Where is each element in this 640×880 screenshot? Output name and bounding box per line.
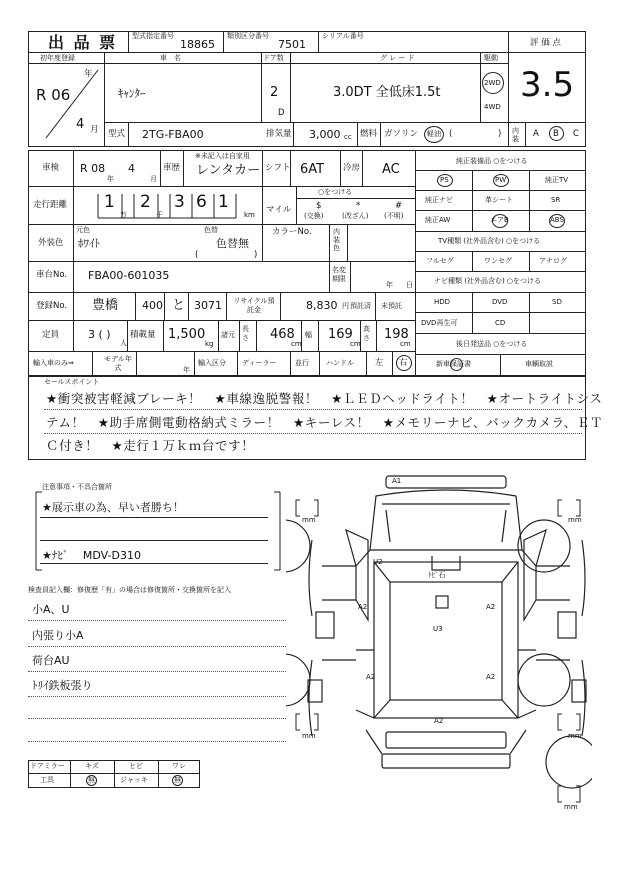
legend-header: ヒビ bbox=[129, 762, 143, 770]
hyoka-label: 評 価 点 bbox=[530, 38, 561, 48]
dims-label: 諸元 bbox=[221, 331, 235, 339]
navi-item: DVD bbox=[492, 298, 508, 306]
disp-value: 3,000 bbox=[309, 128, 341, 141]
disp-label: 排気量 bbox=[266, 129, 292, 139]
chassis-label: 車台No. bbox=[36, 270, 68, 280]
load-label: 積載量 bbox=[130, 330, 156, 340]
first-reg-year: R 06 bbox=[36, 86, 71, 104]
usage-label: 車歴 bbox=[163, 163, 181, 173]
eq-item: エアB bbox=[490, 216, 509, 224]
ruibetsu-value: 7501 bbox=[278, 38, 306, 51]
legend-header: キズ bbox=[85, 762, 99, 770]
color-change-close: ) bbox=[254, 250, 258, 260]
usage-value: レンタカー bbox=[196, 163, 261, 178]
inspector-line: 小A、U bbox=[32, 603, 70, 616]
meter-sub: (改ざん) bbox=[342, 212, 369, 220]
tv-item: フルセグ bbox=[426, 257, 454, 265]
capacity-value: 3 ( ) bbox=[88, 328, 111, 341]
fuel-label: 燃料 bbox=[360, 129, 378, 139]
legend-cell: ジャッキ bbox=[120, 776, 148, 784]
damage-label: A2 bbox=[486, 673, 496, 681]
int-color-label: 内装色 bbox=[333, 228, 340, 252]
notes-label: 注意事項・不具合箇所 bbox=[42, 483, 112, 491]
navi-item: HDD bbox=[434, 298, 451, 306]
mileage-unit: 千 bbox=[156, 211, 163, 219]
handle-label: ハンドル bbox=[326, 359, 354, 367]
sales-label: セールスポイント bbox=[44, 378, 100, 386]
mileage-digit: 6 bbox=[196, 192, 207, 212]
legend-header: ドアミラー bbox=[30, 762, 65, 770]
car-name: ｷｬﾝﾀｰ bbox=[118, 87, 146, 100]
eq-item: PW bbox=[495, 176, 507, 184]
meihen-year: 年 bbox=[386, 281, 393, 289]
mileage-digit: 1 bbox=[218, 192, 229, 212]
mileage-label: 走行距離 bbox=[33, 200, 68, 210]
color-change: 色替無 bbox=[216, 237, 249, 250]
ruibetsu-label: 類別区分番号 bbox=[227, 32, 269, 40]
color-num-label: 色替 bbox=[204, 226, 218, 234]
damage-label: U2 bbox=[373, 558, 383, 566]
doors: 2 bbox=[270, 85, 279, 100]
navi-item: SD bbox=[552, 298, 562, 306]
km-unit: km bbox=[244, 211, 255, 219]
color-orig-label: 元色 bbox=[76, 226, 90, 234]
first-reg-month-suffix: 月 bbox=[90, 125, 99, 135]
docs-title: 後日発送品 ○をつける bbox=[456, 340, 528, 348]
genuine-title: 純正装備品 ○をつける bbox=[456, 157, 528, 165]
docs-item: 車輌取説 bbox=[525, 360, 553, 368]
notes-frame bbox=[28, 480, 288, 580]
load-unit: kg bbox=[205, 340, 214, 348]
mm-unit: mm bbox=[302, 732, 316, 740]
meter-opt: # bbox=[395, 201, 403, 211]
interior-b: B bbox=[553, 129, 559, 139]
sales-line: ★衝突被害軽減ブレーキ！ ★車線逸脱警報！ ★ＬＥＤヘッドライト！ ★オートライトシス bbox=[46, 391, 603, 406]
inspector-line: ﾄﾘｲ鉄板張り bbox=[32, 679, 93, 692]
score: 3.5 bbox=[520, 65, 575, 105]
shaken-month-suffix: 月 bbox=[150, 175, 157, 183]
mm-unit: mm bbox=[568, 516, 582, 524]
chassis-value: FBA00-601035 bbox=[88, 269, 170, 282]
legend-header: ワレ bbox=[172, 762, 186, 770]
inspector-line: 荷台AU bbox=[32, 654, 70, 667]
shift-value: 6AT bbox=[300, 162, 325, 177]
eq-item: SR bbox=[551, 196, 561, 204]
legend-cell: 工具 bbox=[40, 776, 54, 784]
hgt-value: 198 bbox=[384, 327, 409, 342]
ac-label: 冷房 bbox=[343, 163, 361, 173]
eq-item: PS bbox=[440, 176, 449, 184]
mileage-unit: 万 bbox=[120, 211, 127, 219]
damage-label: ﾄﾋﾞ石 bbox=[428, 571, 446, 579]
navi-title: ナビ種類 (社外品含む) ○をつける bbox=[434, 277, 542, 285]
handle-left: 左 bbox=[375, 358, 384, 368]
len-value: 468 bbox=[270, 327, 295, 342]
drive-label: 駆動 bbox=[484, 54, 498, 62]
model-year-suffix: 年 bbox=[183, 366, 190, 374]
dealer: ディーラー bbox=[242, 359, 277, 367]
meter-sub: (不明) bbox=[384, 212, 404, 220]
sales-line: Ｃ付き！ ★走行１万ｋｍ台です！ bbox=[46, 438, 255, 453]
capacity-label: 定員 bbox=[42, 330, 60, 340]
wid-value: 169 bbox=[328, 327, 353, 342]
reg-city: 豊橋 bbox=[92, 298, 119, 313]
legend-cell: 無 bbox=[88, 776, 95, 784]
docs-item: 新車保証書 bbox=[436, 360, 471, 368]
disp-unit: cc bbox=[344, 133, 352, 141]
recycle-unpaid: 未預託 bbox=[381, 302, 402, 310]
first-reg-year-suffix: 年 bbox=[84, 69, 93, 79]
mileage-digit: 1 bbox=[104, 192, 115, 212]
interior-label: 内装 bbox=[512, 127, 519, 143]
interior-c: C bbox=[573, 129, 579, 139]
damage-label: A2 bbox=[358, 603, 368, 611]
len-unit: cm bbox=[291, 340, 302, 348]
ac-value: AC bbox=[382, 162, 400, 177]
reg-num: 3071 bbox=[194, 299, 222, 312]
notes-line-1: ★展示車の為、早い者勝ち！ bbox=[42, 501, 184, 514]
load-value: 1,500 bbox=[168, 327, 206, 342]
parallel: 並行 bbox=[295, 359, 309, 367]
first-reg-month: 4 bbox=[76, 117, 85, 132]
import-label: 輸入車のみ⇒ bbox=[33, 359, 74, 367]
mileage-digit-boxes bbox=[96, 190, 244, 220]
door-label: ドア数 bbox=[263, 54, 284, 62]
meter-sub: (交換) bbox=[304, 212, 324, 220]
eq-item: 革シート bbox=[485, 196, 513, 204]
meihen-label: 名変期限 bbox=[332, 266, 346, 283]
grade-label: グ レ ー ド bbox=[380, 54, 415, 62]
vehicle-damage-diagram bbox=[286, 470, 592, 810]
shift-label: シフト bbox=[265, 163, 291, 173]
wid-label: 幅 bbox=[305, 331, 312, 339]
color-orig: ﾎﾜｲﾄ bbox=[78, 237, 100, 250]
kata-label: 型式指定番号 bbox=[132, 32, 174, 40]
handle-right: 右 bbox=[399, 358, 408, 368]
reg-label: 登録No. bbox=[36, 301, 68, 311]
shaken-label: 車検 bbox=[42, 163, 60, 173]
color-change-open: ( bbox=[195, 250, 199, 260]
mm-unit: mm bbox=[568, 732, 582, 740]
eq-item: 純正ナビ bbox=[425, 196, 453, 204]
type-value: 2TG-FBA00 bbox=[142, 128, 204, 141]
len-label: 長さ bbox=[242, 325, 249, 342]
colorno-label: カラーNo. bbox=[272, 227, 312, 237]
sales-line: テム！ ★助手席側電動格納式ミラー！ ★キーレス！ ★メモリーナビ、バックカメラ、ＥＴ bbox=[46, 415, 604, 430]
first-reg-label: 初年度登録 bbox=[40, 54, 75, 62]
meter-note: ○をつける bbox=[318, 188, 353, 196]
legend-cell: 無 bbox=[174, 776, 181, 784]
mile-label: マイル bbox=[266, 205, 292, 215]
tv-item: ワンセグ bbox=[484, 257, 512, 265]
recycle-unit: 円 bbox=[342, 302, 349, 310]
hgt-unit: cm bbox=[400, 340, 411, 348]
damage-label: A2 bbox=[434, 717, 444, 725]
capacity-unit: 人 bbox=[120, 339, 127, 347]
navi-item: CD bbox=[495, 319, 506, 327]
drive-4wd: 4WD bbox=[484, 103, 501, 111]
interior-a: A bbox=[533, 129, 539, 139]
usage-note: ※未記入は自家用 bbox=[195, 152, 250, 160]
reg-kana: と bbox=[172, 298, 186, 313]
grade: 3.0DT 全低床1.5t bbox=[333, 85, 441, 100]
door-suffix: D bbox=[278, 108, 285, 118]
meihen-day: 日 bbox=[406, 281, 413, 289]
shaken-era: R 08 bbox=[80, 162, 106, 175]
wid-unit: cm bbox=[350, 340, 361, 348]
eq-item: ABS bbox=[550, 216, 564, 224]
hgt-label: 高さ bbox=[363, 325, 370, 342]
mileage-digit: 3 bbox=[174, 192, 185, 212]
color-label: 外装色 bbox=[38, 238, 64, 248]
damage-label: A2 bbox=[486, 603, 496, 611]
model-year-label: モデル年式 bbox=[104, 355, 132, 372]
fuel-gas: ガソリン bbox=[384, 129, 419, 139]
recycle-value: 8,830 bbox=[306, 299, 338, 312]
mm-unit: mm bbox=[302, 516, 316, 524]
mileage-digit: 2 bbox=[140, 192, 151, 212]
shaken-year-suffix: 年 bbox=[107, 175, 114, 183]
fuel-other-open: ( bbox=[449, 129, 453, 139]
import-kubun-label: 輸入区分 bbox=[198, 359, 226, 367]
tv-item: アナログ bbox=[539, 257, 567, 265]
meter-opt: $ bbox=[316, 201, 322, 211]
tv-title: TV種類 (社外品含む) ○をつける bbox=[438, 237, 541, 245]
navi-item: DVD再生可 bbox=[421, 319, 458, 327]
sheet-title: 出 品 票 bbox=[48, 33, 118, 52]
drive-2wd: 2WD bbox=[484, 79, 501, 87]
eq-item: 純正TV bbox=[545, 176, 569, 184]
kata-value: 18865 bbox=[180, 38, 215, 51]
recycle-paid: 預託済 bbox=[350, 302, 371, 310]
damage-label: A1 bbox=[392, 477, 402, 485]
fuel-diesel: 軽油 bbox=[427, 130, 441, 138]
mm-unit: mm bbox=[564, 803, 578, 811]
inspector-label: 検査員記入欄：修復歴「有」の場合は修復箇所・交換箇所を記入 bbox=[28, 586, 231, 594]
recycle-label: リサイクル預託金 bbox=[233, 297, 275, 314]
notes-line-2: ★ﾅﾋﾞ MDV-D310 bbox=[42, 549, 141, 562]
fuel-other-close: ) bbox=[498, 129, 502, 139]
type-label: 型式 bbox=[108, 129, 126, 139]
reg-class: 400 bbox=[142, 299, 163, 312]
name-label: 車 名 bbox=[160, 54, 181, 62]
inspector-line: 内張り小A bbox=[32, 629, 84, 642]
eq-item: 純正AW bbox=[425, 216, 451, 224]
meter-opt: * bbox=[356, 201, 361, 211]
shaken-month: 4 bbox=[128, 162, 135, 175]
damage-label: A2 bbox=[366, 673, 376, 681]
serial-label: シリアル番号 bbox=[322, 32, 364, 40]
damage-label: U3 bbox=[433, 625, 443, 633]
